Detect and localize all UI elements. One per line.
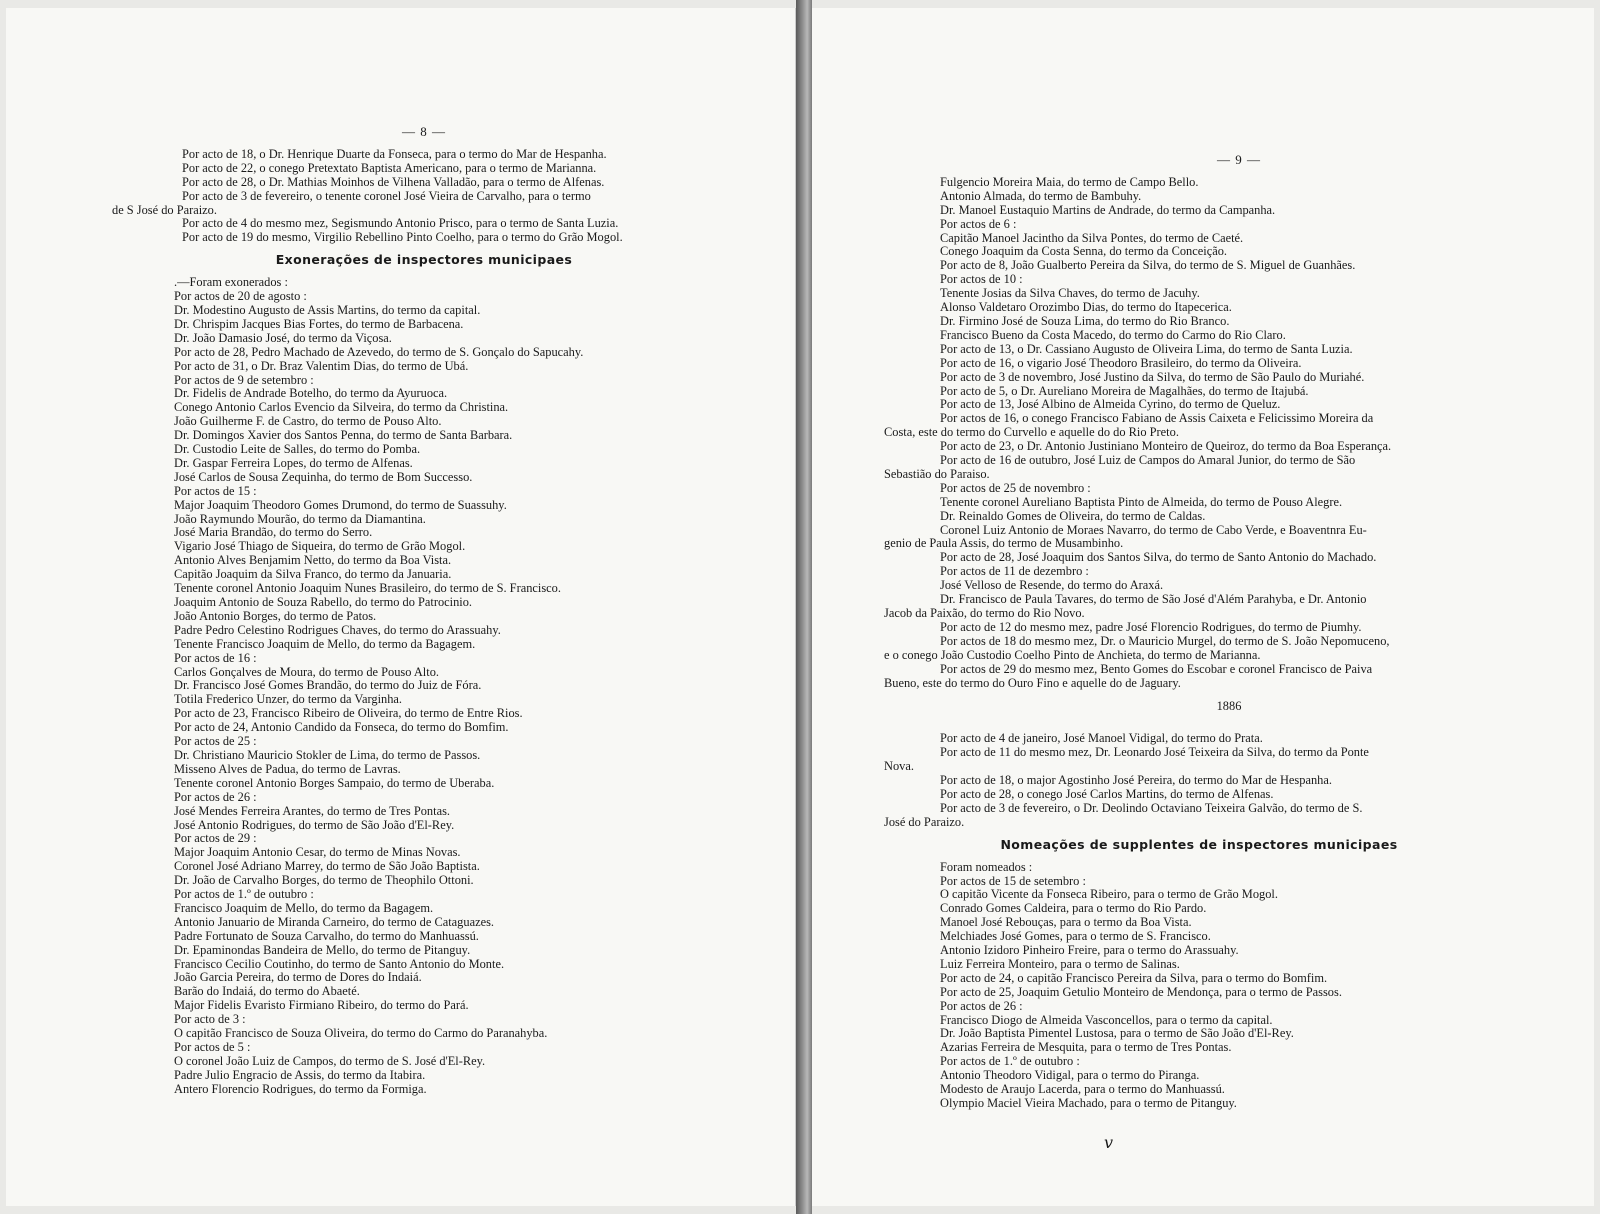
text-line: Padre Julio Engracio de Assis, do termo da Itabira. <box>174 1068 426 1082</box>
text-line: Tenente coronel Antonio Borges Sampaio, do termo de Uberaba. <box>174 776 495 790</box>
text-line: Por acto de 3 : <box>174 1013 246 1027</box>
text-line: José do Paraizo. <box>884 815 965 829</box>
page-number: — 8 — <box>402 124 446 139</box>
text-line: Tenente coronel Aureliano Baptista Pinto de Almeida, do termo de Pouso Alegre. <box>940 495 1343 509</box>
text-line: Coronel Luiz Antonio de Moraes Navarro, do termo de Cabo Verde, e Boaventnra Eu- <box>940 523 1367 537</box>
text-line: Por acto de 31, o Dr. Braz Valentim Dias, do termo de Ubá. <box>174 359 469 373</box>
text-line: Coronel José Adriano Marrey, do termo de São João Baptista. <box>174 860 480 874</box>
text-line: Joaquim Antonio de Souza Rabello, do termo do Patrocinio. <box>174 596 473 609</box>
text-line: Dr. Epaminondas Bandeira de Mello, do termo de Pitanguy. <box>174 943 471 957</box>
text-line: Fulgencio Moreira Maia, do termo de Campo Bello. <box>940 175 1199 189</box>
text-line: Por acto de 22, o conego Pretextato Baptista Americano, para o termo de Marianna. <box>182 161 597 175</box>
text-line: Misseno Alves de Padua, do termo de Lavras. <box>174 762 401 776</box>
text-line: Dr. Francisco José Gomes Brandão, do termo do Juiz de Fóra. <box>174 679 482 693</box>
text-line: Dr. Firmino José de Souza Lima, do termo do Rio Branco. <box>940 314 1230 328</box>
text-line: Antonio Izidoro Pinheiro Freire, para o termo do Arassuahy. <box>940 944 1239 958</box>
text-line: Por acto de 16, o vigario José Theodoro Brasileiro, do termo da Oliveira. <box>940 356 1302 370</box>
text-line: Antero Florencio Rodrigues, do termo da Formiga. <box>174 1082 427 1096</box>
text-line: Por actos de 11 de dezembro : <box>940 565 1089 579</box>
year-heading: 1886 <box>1216 699 1242 714</box>
text-line: Por actos de 9 de setembro : <box>174 373 314 387</box>
text-line: Por acto de 13, o Dr. Cassiano Augusto de Oliveira Lima, do termo de Santa Luzia. <box>940 342 1353 356</box>
left-body-list <box>118 276 730 1096</box>
text-line: Por acto de 3 de fevereiro, o Dr. Deolindo Octaviano Teixeira Galvão, do termo de S. <box>940 801 1363 815</box>
text-line: Azarias Ferreira de Mesquita, para o termo de Tres Pontas. <box>940 1041 1232 1055</box>
text-line: Por actos de 29 do mesmo mez, Bento Gomes do Escobar e coronel Francisco de Paiva <box>940 662 1373 676</box>
text-line: Tenente coronel Antonio Joaquim Nunes Brasileiro, do termo de S. Francisco. <box>174 582 561 596</box>
text-line: Por actos de 25 : <box>174 735 257 749</box>
text-line: Costa, este do termo do Curvello e aquelle do do Rio Preto. <box>884 426 1179 440</box>
book-gutter <box>796 0 812 1214</box>
text-line: Carlos Gonçalves de Moura, do termo de Pouso Alto. <box>174 665 439 679</box>
text-line: Dr. Reinaldo Gomes de Oliveira, do termo de Caldas. <box>940 509 1206 523</box>
text-line: João Raymundo Mourão, do termo da Diamantina. <box>174 512 426 526</box>
page-number: — 9 — <box>1217 152 1261 167</box>
text-line: Por acto de 4 de janeiro, José Manoel Vidigal, do termo do Prata. <box>940 732 1263 746</box>
text-line: Tenente Francisco Joaquim de Mello, do termo da Bagagem. <box>174 637 476 651</box>
text-line: Por actos de 20 de agosto : <box>174 290 307 304</box>
text-line: Por actos de 26 : <box>940 999 1023 1013</box>
text-line: Por acto de 3 de fevereiro, o tenente coronel José Vieira de Carvalho, para o termo <box>182 189 591 203</box>
text-line: João Antonio Borges, do termo de Patos. <box>174 609 377 623</box>
text-line: Por actos de 15 de setembro : <box>940 874 1086 888</box>
text-line: Tenente Josias da Silva Chaves, do termo de Jacuhy. <box>940 287 1200 301</box>
text-line: Por actos de 18 do mesmo mez, Dr. o Mauricio Murgel, do termo de S. João Nepomuceno, <box>940 634 1390 648</box>
right-body-list-nomeacoes <box>884 861 1514 1111</box>
text-line: Por acto de 24, Antonio Candido da Fonseca, do termo do Bomfim. <box>174 721 509 735</box>
text-line: Por actos de 16, o conego Francisco Fabiano de Assis Caixeta e Felicissimo Moreira da <box>940 412 1374 426</box>
text-line: José Carlos de Sousa Zequinha, do termo de Bom Successo. <box>174 470 473 484</box>
text-line: Francisco Bueno da Costa Macedo, do termo do Carmo do Rio Claro. <box>940 328 1286 342</box>
text-line: Por actos de 1.º de outubro : <box>174 888 314 902</box>
text-line: Por actos de 5 : <box>174 1041 251 1054</box>
right-page <box>812 8 1594 1206</box>
text-line: Dr. Custodio Leite de Salles, do termo do Pomba. <box>174 443 421 457</box>
text-line: Por acto de 28, José Joaquim dos Santos Silva, do termo de Santo Antonio do Machado. <box>940 551 1377 565</box>
text-line: Dr. Christiano Mauricio Stokler de Lima, do termo de Passos. <box>174 748 481 762</box>
text-line: Por actos de 10 : <box>940 273 1023 287</box>
text-line: Sebastião do Paraiso. <box>884 467 990 481</box>
text-line: Por acto de 16 de outubro, José Luiz de Campos do Amaral Junior, do termo de São <box>940 454 1356 468</box>
text-line: Dr. Fidelis de Andrade Botelho, do termo da Ayuruoca. <box>174 387 448 401</box>
text-line: Por acto de 4 do mesmo mez, Segismundo Antonio Prisco, para o termo de Santa Luzia. <box>182 217 619 231</box>
text-line: O coronel João Luiz de Campos, do termo de S. José d'El-Rey. <box>174 1054 486 1068</box>
text-line: João Garcia Pereira, do termo de Dores do Indaiá. <box>174 971 422 985</box>
text-line: Por actos de 29 : <box>174 832 257 846</box>
text-line: Por acto de 28, o conego José Carlos Martins, do termo de Alfenas. <box>940 787 1274 801</box>
text-line: José Maria Brandão, do termo do Serro. <box>174 526 373 540</box>
text-line: Por actos de 16 : <box>174 651 257 665</box>
text-line: Dr. Chrispim Jacques Bias Fortes, do termo de Barbacena. <box>174 317 464 331</box>
text-line: Conego Antonio Carlos Evencio da Silveira, do termo da Christina. <box>174 401 509 415</box>
text-line: genio de Paula Assis, do termo de Musambinho. <box>884 537 1124 551</box>
text-line: Por actos de 15 : <box>174 484 257 498</box>
text-line: Capitão Manoel Jacintho da Silva Pontes, do termo de Caeté. <box>940 231 1244 245</box>
text-line: Dr. João Baptista Pimentel Lustosa, para o termo de São João d'El-Rey. <box>940 1027 1294 1041</box>
right-body-list-1886 <box>884 732 1514 829</box>
text-line: Luiz Ferreira Monteiro, para o termo de Salinas. <box>940 957 1180 971</box>
text-line: Padre Pedro Celestino Rodrigues Chaves, do termo do Arassuahy. <box>174 623 501 637</box>
text-line: Francisco Joaquim de Mello, do termo da Bagagem. <box>174 901 434 915</box>
text-line: Por actos de 25 de novembro : <box>940 481 1091 495</box>
text-line: Antonio Theodoro Vidigal, para o termo do Piranga. <box>940 1069 1200 1083</box>
text-line: Foram nomeados : <box>940 860 1033 874</box>
text-line: Jacob da Paixão, do termo do Rio Novo. <box>884 607 1085 620</box>
text-line: Totila Frederico Unzer, do termo da Varginha. <box>174 693 403 707</box>
text-line: José Mendes Ferreira Arantes, do termo de Tres Pontas. <box>174 804 450 818</box>
text-line: Por acto de 19 do mesmo, Virgilio Rebellino Pinto Coelho, para o termo do Grão Mogol. <box>182 231 623 245</box>
text-line: Major Joaquim Theodoro Gomes Drumond, do termo de Suassuhy. <box>174 498 507 512</box>
text-line: e o conego João Custodio Coelho Pinto de Anchieta, do termo de Marianna. <box>884 648 1261 662</box>
section-heading: Nomeações de supplentes de inspectores municipaes <box>1000 836 1398 852</box>
right-body-list <box>884 176 1514 691</box>
text-line: Bueno, este do termo do Ouro Fino e aquelle do de Jaguary. <box>884 676 1181 690</box>
text-line: Antonio Januario de Miranda Carneiro, do termo de Cataguazes. <box>174 915 494 929</box>
text-line: Por actos de 26 : <box>174 790 257 804</box>
left-page <box>6 8 796 1206</box>
text-line: Vigario José Thiago de Siqueira, do termo de Grão Mogol. <box>174 540 466 554</box>
text-line: Por acto de 11 do mesmo mez, Dr. Leonardo José Teixeira da Silva, do termo da Ponte <box>940 746 1369 760</box>
text-line: Por acto de 23, Francisco Ribeiro de Oliveira, do termo de Entre Rios. <box>174 707 523 721</box>
text-line: Manoel José Rebouças, para o termo da Boa Vista. <box>940 916 1192 930</box>
text-line: Major Fidelis Evaristo Firmiano Ribeiro, do termo do Pará. <box>174 999 469 1013</box>
text-line: O capitão Vicente da Fonseca Ribeiro, para o termo de Grão Mogol. <box>940 888 1278 902</box>
text-line: Olympio Maciel Vieira Machado, para o termo de Pitanguy. <box>940 1097 1237 1110</box>
text-line: João Guilherme F. de Castro, do termo de Pouso Alto. <box>174 415 442 429</box>
text-line: Por acto de 24, o capitão Francisco Pereira da Silva, para o termo do Bomfim. <box>940 971 1328 985</box>
text-line: Por acto de 23, o Dr. Antonio Justiniano Monteiro de Queiroz, do termo da Boa Esperança. <box>940 440 1392 454</box>
text-line: Dr. Modestino Augusto de Assis Martins, do termo da capital. <box>174 303 481 317</box>
text-line: Por actos de 1.º de outubro : <box>940 1055 1080 1069</box>
text-line: Conrado Gomes Caldeira, para o termo do Rio Pardo. <box>940 902 1207 916</box>
text-line: José Velloso de Resende, do termo do Araxá. <box>940 579 1164 593</box>
text-line: Por acto de 5, o Dr. Aureliano Moreira de Magalhães, do termo de Itajubá. <box>940 384 1309 398</box>
text-line: Por acto de 25, Joaquim Getulio Monteiro de Mendonça, para o termo de Passos. <box>940 985 1342 999</box>
text-line: Antonio Almada, do termo de Bambuhy. <box>940 189 1142 203</box>
text-line: Barão do Indaiá, do termo do Abaeté. <box>174 985 360 999</box>
text-line: Dr. Manoel Eustaquio Martins de Andrade, do termo da Campanha. <box>940 203 1276 217</box>
text-line: Conego Joaquim da Costa Senna, do termo da Conceição. <box>940 245 1227 259</box>
text-line: Por acto de 18, o Dr. Henrique Duarte da Fonseca, para o termo do Mar de Hespanha. <box>182 147 607 161</box>
text-line: Dr. João de Carvalho Borges, do termo de Theophilo Ottoni. <box>174 874 474 888</box>
right-page-content <box>884 153 1514 1111</box>
text-line: Por acto de 3 de novembro, José Justino da Silva, do termo de São Paulo do Muriahé. <box>940 370 1365 384</box>
left-page-content <box>112 124 730 1097</box>
text-line: Por acto de 28, Pedro Machado de Azevedo, do termo de S. Gonçalo do Sapucahy. <box>174 345 584 359</box>
text-line: Por acto de 18, o major Agostinho José Pereira, do termo do Mar de Hespanha. <box>940 774 1332 788</box>
text-line: Dr. Gaspar Ferreira Lopes, do termo de Alfenas. <box>174 456 413 470</box>
text-line: Capitão Joaquim da Silva Franco, do termo da Januaria. <box>174 568 452 582</box>
text-line: Melchiades José Gomes, para o termo de S. Francisco. <box>940 930 1211 944</box>
text-line: Nova. <box>884 760 914 774</box>
text-line: José Antonio Rodrigues, do termo de São João d'El-Rey. <box>174 818 455 832</box>
text-line: Modesto de Araujo Lacerda, para o termo do Manhuassú. <box>940 1083 1225 1097</box>
text-line: Por acto de 12 do mesmo mez, padre José Florencio Rodrigues, do termo de Piumhy. <box>940 620 1362 634</box>
handwritten-mark: v <box>1104 1133 1114 1152</box>
text-line: Francisco Diogo de Almeida Vasconcellos, para o termo da capital. <box>940 1013 1273 1027</box>
text-line: de S José do Paraizo. <box>112 203 217 217</box>
text-line: .—Foram exonerados : <box>174 276 288 290</box>
text-line: Por acto de 13, José Albino de Almeida Cyrino, do termo de Queluz. <box>940 398 1281 412</box>
text-line: Padre Fortunato de Souza Carvalho, do termo do Manhuassú. <box>174 929 479 943</box>
text-line: Alonso Valdetaro Orozimbo Dias, do termo do Itapecerica. <box>940 301 1232 315</box>
section-heading: Exonerações de inspectores municipaes <box>275 252 573 268</box>
text-line: Dr. Domingos Xavier dos Santos Penna, do termo de Santa Barbara. <box>174 429 513 443</box>
text-line: O capitão Francisco de Souza Oliveira, do termo do Carmo do Paranahyba. <box>174 1027 548 1041</box>
text-line: Por acto de 8, João Gualberto Pereira da Silva, do termo de S. Miguel de Guanhães. <box>940 259 1356 273</box>
text-line: Dr. João Damasio José, do termo da Viçosa. <box>174 331 392 345</box>
text-line: Dr. Francisco de Paula Tavares, do termo de São José d'Além Parahyba, e Dr. Antonio <box>940 593 1367 607</box>
text-line: Francisco Cecilio Coutinho, do termo de Santo Antonio do Monte. <box>174 957 505 971</box>
text-line: Por acto de 28, o Dr. Mathias Moinhos de Vilhena Valladão, para o termo de Alfenas. <box>182 175 605 189</box>
text-line: Antonio Alves Benjamim Netto, do termo da Boa Vista. <box>174 554 452 568</box>
text-line: Por actos de 6 : <box>940 217 1017 231</box>
text-line: Major Joaquim Antonio Cesar, do termo de Minas Novas. <box>174 846 461 860</box>
